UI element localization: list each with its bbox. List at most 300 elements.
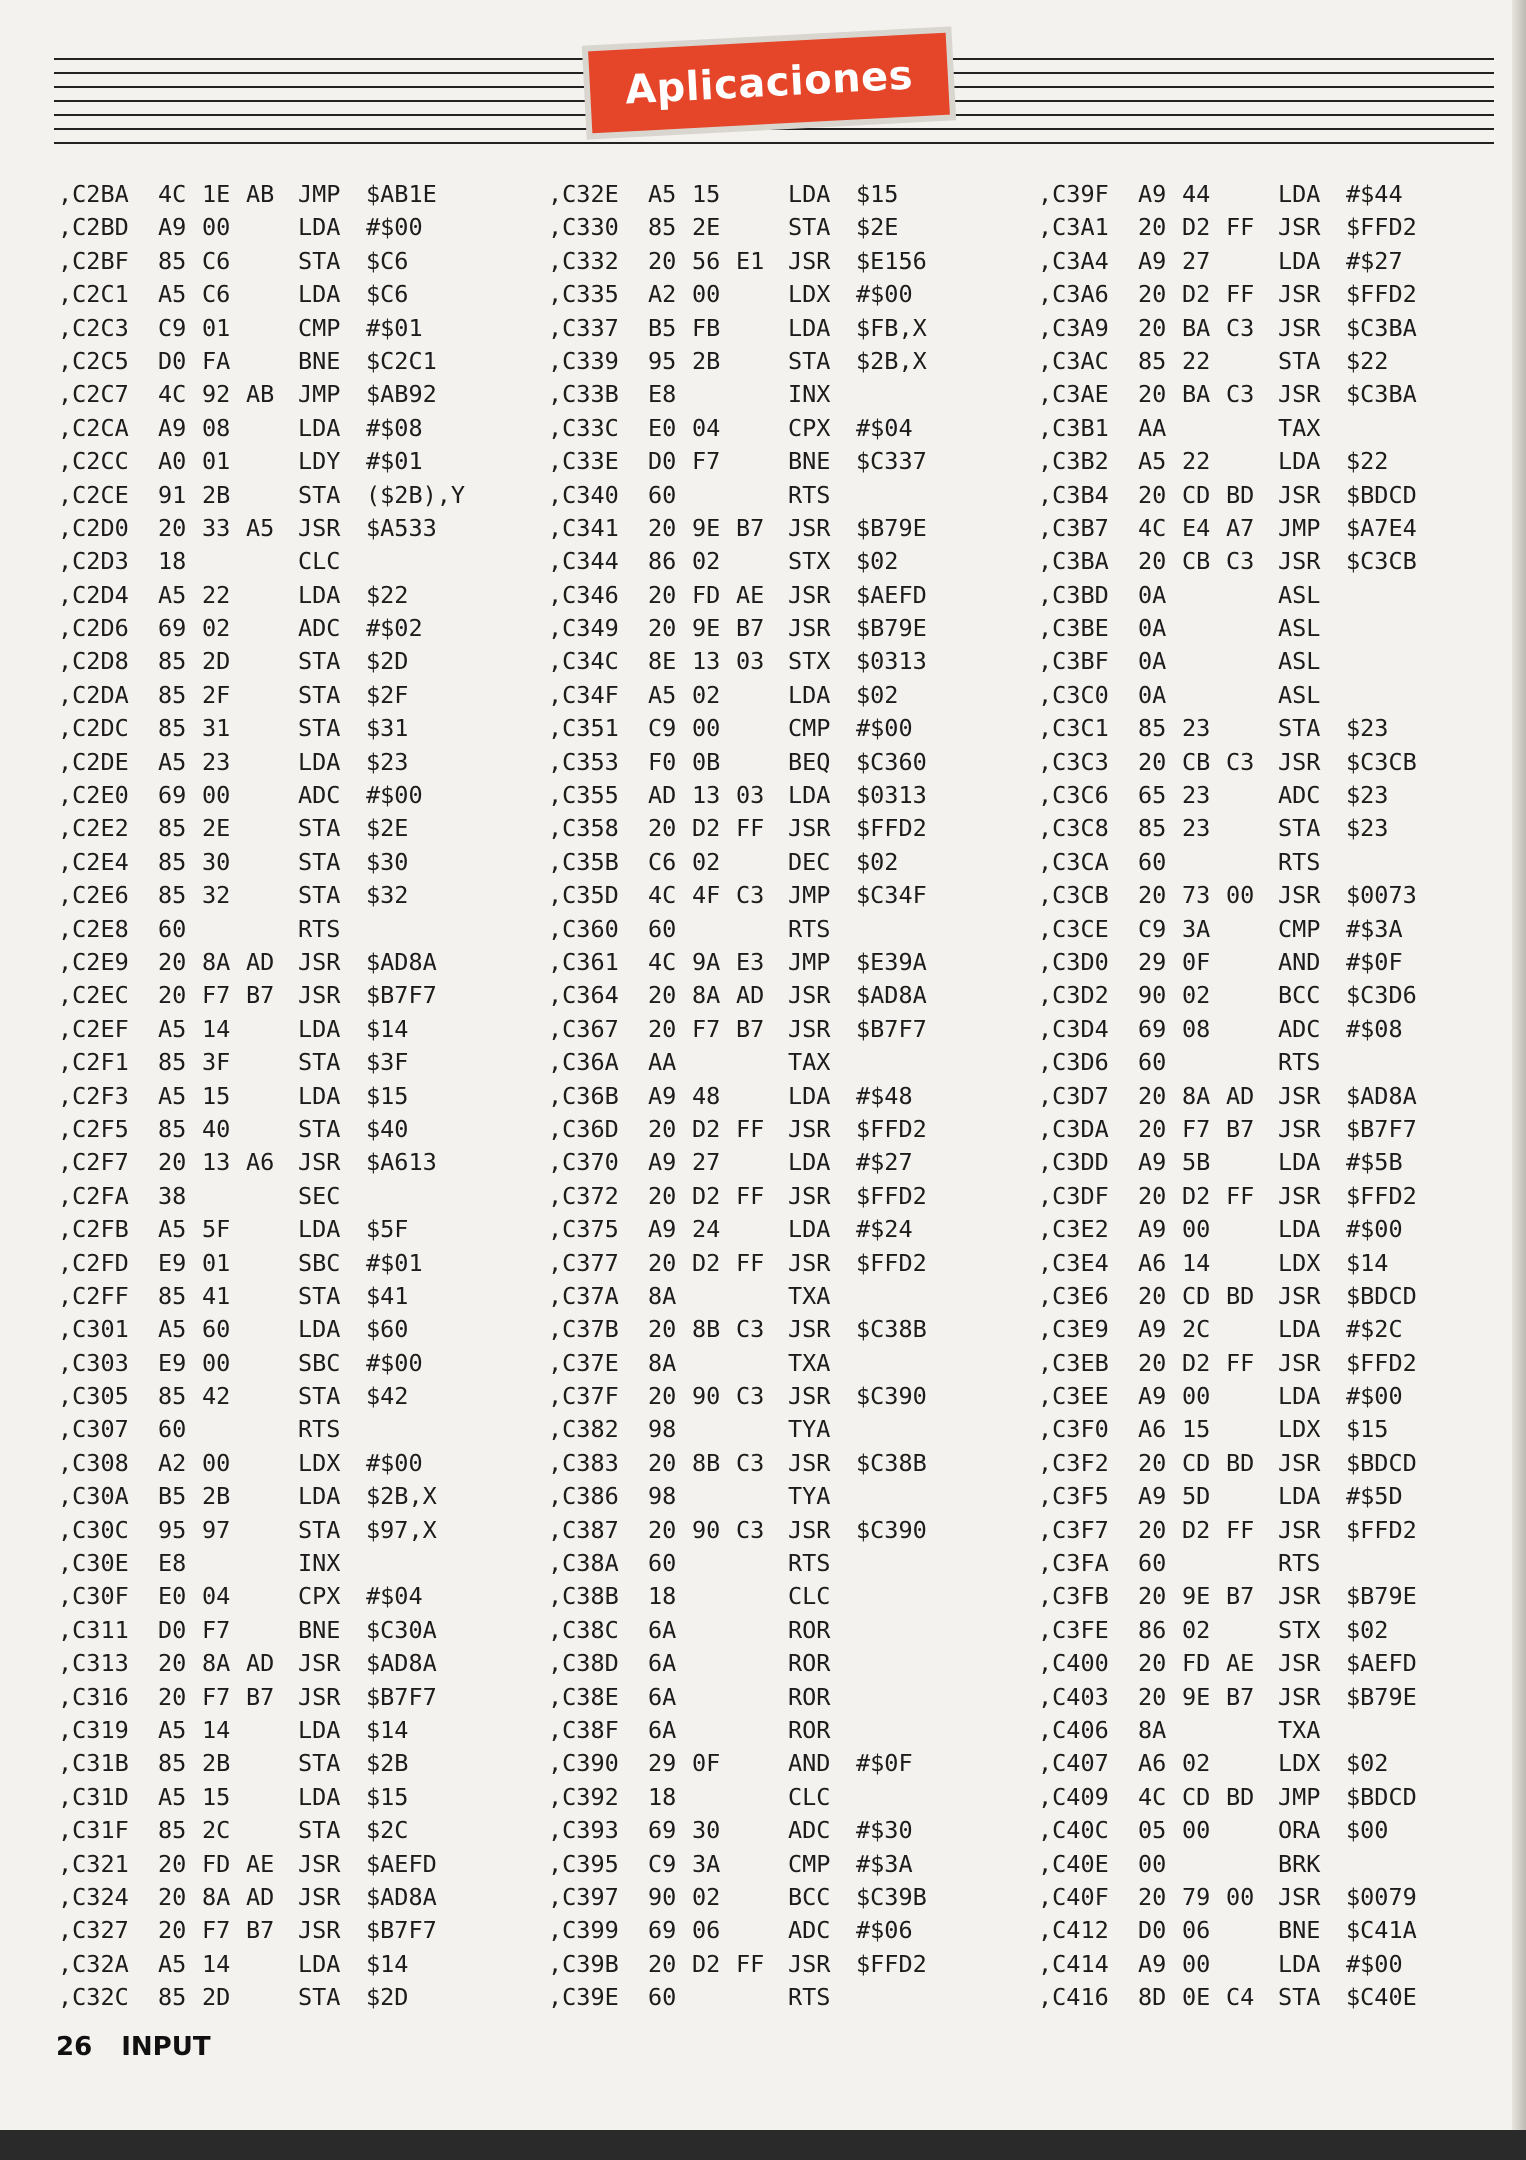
address: ,C360 — [548, 914, 619, 943]
byte-1: 60 — [1138, 1048, 1167, 1077]
mnemonic: RTS — [1278, 1549, 1321, 1578]
byte-1: 20 — [1138, 747, 1167, 776]
code-line — [1038, 946, 1506, 979]
mnemonic: JSR — [1278, 1448, 1321, 1477]
mnemonic: ADC — [1278, 781, 1321, 810]
mnemonic: CMP — [1278, 914, 1321, 943]
byte-1: 4C — [1138, 1782, 1167, 1811]
operand: $2E — [856, 213, 899, 242]
operand: $97,X — [366, 1515, 437, 1544]
mnemonic: ROR — [788, 1682, 831, 1711]
operand — [1346, 1046, 1506, 1079]
byte-3 — [246, 1013, 298, 1046]
mnemonic: LDA — [298, 580, 341, 609]
code-line — [1038, 1714, 1506, 1747]
code-line — [548, 779, 1016, 812]
address: ,C2E4 — [58, 847, 129, 876]
byte-2: 01 — [202, 1248, 231, 1277]
byte-3: FF — [1226, 1515, 1255, 1544]
operand — [856, 479, 1016, 512]
byte-3: B7 — [1226, 1114, 1255, 1143]
address: ,C39F — [1038, 180, 1109, 208]
operand: $AD8A — [366, 1649, 437, 1678]
code-line — [548, 579, 1016, 612]
code-line — [1038, 712, 1506, 745]
mnemonic: JSR — [788, 981, 831, 1010]
code-line — [58, 178, 526, 211]
byte-3 — [736, 1781, 788, 1814]
address: ,C301 — [58, 1315, 129, 1344]
byte-2 — [692, 1614, 736, 1647]
byte-1: 60 — [1138, 1549, 1167, 1578]
byte-2: 48 — [692, 1081, 721, 1110]
code-line — [548, 1614, 1016, 1647]
code-line — [58, 1013, 526, 1046]
byte-3 — [246, 1447, 298, 1480]
byte-2: 27 — [692, 1148, 721, 1177]
operand — [856, 1647, 1016, 1680]
mnemonic: LDY — [298, 447, 341, 476]
byte-3 — [246, 1814, 298, 1847]
code-line — [548, 1848, 1016, 1881]
code-line — [548, 645, 1016, 678]
byte-3 — [1226, 245, 1278, 278]
byte-2 — [692, 1480, 736, 1513]
byte-3: B7 — [246, 1682, 275, 1711]
mnemonic: ASL — [1278, 614, 1321, 643]
byte-2: D2 — [692, 1114, 721, 1143]
address: ,C3FB — [1038, 1582, 1109, 1611]
byte-3 — [736, 412, 788, 445]
code-line — [1038, 1180, 1506, 1213]
address: ,C370 — [548, 1148, 619, 1177]
byte-3: FF — [1226, 1181, 1255, 1210]
code-line — [548, 345, 1016, 378]
operand: $C390 — [856, 1382, 927, 1411]
code-line — [1038, 645, 1506, 678]
operand: $14 — [366, 1949, 409, 1978]
operand: $A7E4 — [1346, 513, 1417, 542]
address: ,C2D4 — [58, 580, 129, 609]
byte-1: 20 — [1138, 480, 1167, 509]
code-line — [1038, 1914, 1506, 1947]
address: ,C31B — [58, 1749, 129, 1778]
byte-2: 02 — [1182, 981, 1211, 1010]
code-line — [548, 1347, 1016, 1380]
address: ,C32C — [58, 1983, 129, 2012]
byte-3 — [1226, 812, 1278, 845]
mnemonic: BCC — [788, 1882, 831, 1911]
byte-2: FB — [692, 313, 721, 342]
code-line — [548, 278, 1016, 311]
operand — [1346, 645, 1506, 678]
byte-3: 03 — [736, 781, 765, 810]
byte-1: 60 — [1138, 847, 1167, 876]
operand: #$08 — [366, 413, 423, 442]
byte-1: A5 — [158, 1715, 187, 1744]
mnemonic: LDA — [788, 313, 831, 342]
byte-2: 00 — [202, 213, 231, 242]
code-line — [58, 1781, 526, 1814]
byte-3 — [736, 1580, 788, 1613]
mnemonic: STA — [298, 680, 341, 709]
address: ,C3DF — [1038, 1181, 1109, 1210]
byte-2 — [202, 1180, 246, 1213]
address: ,C416 — [1038, 1983, 1109, 2012]
byte-1: 85 — [158, 814, 187, 843]
code-line — [1038, 1948, 1506, 1981]
byte-2: 2F — [202, 680, 231, 709]
byte-3 — [736, 1881, 788, 1914]
page-footer — [56, 2032, 231, 2062]
code-line — [1038, 1547, 1506, 1580]
byte-3 — [246, 445, 298, 478]
byte-1: 85 — [158, 680, 187, 709]
address: ,C40C — [1038, 1816, 1109, 1845]
address: ,C38D — [548, 1649, 619, 1678]
address: ,C3A9 — [1038, 313, 1109, 342]
byte-1: 69 — [1138, 1014, 1167, 1043]
byte-2: 06 — [692, 1916, 721, 1945]
byte-2: FD — [692, 580, 721, 609]
byte-1: 85 — [158, 1382, 187, 1411]
byte-1: 85 — [158, 1048, 187, 1077]
address: ,C319 — [58, 1715, 129, 1744]
operand: $40 — [366, 1114, 409, 1143]
operand: $3F — [366, 1048, 409, 1077]
byte-1: 85 — [158, 647, 187, 676]
byte-3 — [1226, 679, 1278, 712]
address: ,C2DC — [58, 714, 129, 743]
byte-3 — [736, 1647, 788, 1680]
address: ,C3AC — [1038, 346, 1109, 375]
byte-3 — [1226, 1914, 1278, 1947]
operand — [856, 1347, 1016, 1380]
byte-3: AB — [246, 380, 275, 409]
section-title: Aplicaciones — [623, 52, 915, 114]
code-line — [1038, 812, 1506, 845]
operand: $FFD2 — [856, 1181, 927, 1210]
address: ,C346 — [548, 580, 619, 609]
code-line — [1038, 846, 1506, 879]
mnemonic: JMP — [298, 180, 341, 208]
mnemonic: INX — [788, 380, 831, 409]
address: ,C349 — [548, 614, 619, 643]
byte-3 — [246, 1981, 298, 2014]
code-line — [1038, 1280, 1506, 1313]
mnemonic: LDA — [788, 781, 831, 810]
address: ,C3EE — [1038, 1382, 1109, 1411]
mnemonic: JSR — [298, 1682, 341, 1711]
address: ,C3B2 — [1038, 447, 1109, 476]
operand: #$00 — [1346, 1949, 1403, 1978]
mnemonic: JSR — [788, 614, 831, 643]
byte-1: B5 — [158, 1482, 187, 1511]
mnemonic: LDA — [298, 1782, 341, 1811]
mnemonic: SBC — [298, 1248, 341, 1277]
mnemonic: LDA — [1278, 1148, 1321, 1177]
address: ,C313 — [58, 1649, 129, 1678]
byte-1: AA — [648, 1048, 677, 1077]
byte-3 — [246, 1380, 298, 1413]
byte-3 — [246, 1781, 298, 1814]
byte-2: 02 — [692, 680, 721, 709]
address: ,C3EB — [1038, 1348, 1109, 1377]
byte-3: A6 — [246, 1148, 275, 1177]
address: ,C303 — [58, 1348, 129, 1377]
operand: $FFD2 — [1346, 213, 1417, 242]
operand: $BDCD — [1346, 480, 1417, 509]
byte-2: 00 — [1182, 1215, 1211, 1244]
byte-1: A5 — [158, 747, 187, 776]
operand: $C34F — [856, 881, 927, 910]
operand: $FFD2 — [856, 814, 927, 843]
byte-3 — [736, 312, 788, 345]
byte-3 — [736, 1480, 788, 1513]
byte-3 — [736, 211, 788, 244]
byte-1: E0 — [158, 1582, 187, 1611]
byte-2: 30 — [202, 847, 231, 876]
address: ,C2C3 — [58, 313, 129, 342]
operand: $B79E — [1346, 1682, 1417, 1711]
code-line — [58, 1447, 526, 1480]
mnemonic: STA — [298, 814, 341, 843]
byte-1: AD — [648, 781, 677, 810]
byte-3: 00 — [1226, 1882, 1255, 1911]
code-line — [58, 1848, 526, 1881]
byte-3: B7 — [736, 513, 765, 542]
operand: $E156 — [856, 246, 927, 275]
address: ,C32A — [58, 1949, 129, 1978]
operand — [366, 1180, 526, 1213]
byte-2: 08 — [202, 413, 231, 442]
code-line — [1038, 1681, 1506, 1714]
byte-1: 85 — [158, 1281, 187, 1310]
byte-1: A5 — [158, 1081, 187, 1110]
code-line — [58, 1514, 526, 1547]
operand: $AEFD — [856, 580, 927, 609]
code-line — [58, 1146, 526, 1179]
address: ,C3D0 — [1038, 947, 1109, 976]
address: ,C308 — [58, 1448, 129, 1477]
byte-1: E8 — [648, 380, 677, 409]
address: ,C3D7 — [1038, 1081, 1109, 1110]
operand: $FFD2 — [1346, 1515, 1417, 1544]
code-line — [548, 946, 1016, 979]
byte-1: 20 — [1138, 1348, 1167, 1377]
address: ,C3C0 — [1038, 680, 1109, 709]
byte-3 — [736, 1914, 788, 1947]
code-line — [58, 245, 526, 278]
operand: $41 — [366, 1281, 409, 1310]
byte-1: A5 — [158, 1782, 187, 1811]
code-line — [548, 445, 1016, 478]
code-line — [548, 913, 1016, 946]
byte-3 — [246, 1948, 298, 1981]
operand: $FB,X — [856, 313, 927, 342]
operand: $2D — [366, 647, 409, 676]
operand: $A613 — [366, 1148, 437, 1177]
mnemonic: BCC — [1278, 981, 1321, 1010]
mnemonic: SEC — [298, 1181, 341, 1210]
byte-1: B5 — [648, 313, 677, 342]
code-line — [58, 679, 526, 712]
code-line — [58, 846, 526, 879]
operand: $23 — [1346, 781, 1389, 810]
address: ,C35D — [548, 881, 619, 910]
address: ,C2E9 — [58, 947, 129, 976]
address: ,C324 — [58, 1882, 129, 1911]
address: ,C3F2 — [1038, 1448, 1109, 1477]
address: ,C3BD — [1038, 580, 1109, 609]
address: ,C393 — [548, 1816, 619, 1845]
byte-1: 95 — [158, 1515, 187, 1544]
operand — [856, 913, 1016, 946]
byte-3 — [246, 1313, 298, 1346]
byte-3: AD — [1226, 1081, 1255, 1110]
code-line — [1038, 1781, 1506, 1814]
mnemonic: TXA — [788, 1348, 831, 1377]
operand: $B79E — [856, 614, 927, 643]
code-line — [1038, 1080, 1506, 1113]
operand: #$06 — [856, 1916, 913, 1945]
address: ,C321 — [58, 1849, 129, 1878]
code-line — [1038, 1347, 1506, 1380]
operand: $42 — [366, 1382, 409, 1411]
byte-3 — [736, 913, 788, 946]
mnemonic: TXA — [788, 1281, 831, 1310]
byte-1: 20 — [158, 981, 187, 1010]
address: ,C38E — [548, 1682, 619, 1711]
operand: $BDCD — [1346, 1782, 1417, 1811]
byte-2: CD — [1182, 480, 1211, 509]
byte-2: 14 — [202, 1949, 231, 1978]
byte-1: A9 — [1138, 1949, 1167, 1978]
byte-1: A9 — [1138, 1382, 1167, 1411]
byte-2: 2E — [202, 814, 231, 843]
mnemonic: ADC — [788, 1916, 831, 1945]
byte-1: 85 — [1138, 814, 1167, 843]
byte-1: 85 — [648, 213, 677, 242]
byte-3: AD — [246, 1649, 275, 1678]
operand: $0079 — [1346, 1882, 1417, 1911]
mnemonic: JSR — [1278, 747, 1321, 776]
byte-1: 20 — [1138, 1582, 1167, 1611]
operand: $AEFD — [366, 1849, 437, 1878]
address: ,C2F1 — [58, 1048, 129, 1077]
code-line — [548, 1781, 1016, 1814]
byte-3: C3 — [736, 1382, 765, 1411]
byte-1: A5 — [1138, 447, 1167, 476]
byte-2: 0B — [692, 747, 721, 776]
operand: #$44 — [1346, 180, 1403, 208]
byte-3: B7 — [1226, 1582, 1255, 1611]
address: ,C2F3 — [58, 1081, 129, 1110]
code-line — [548, 1547, 1016, 1580]
mnemonic: STA — [298, 847, 341, 876]
operand: #$01 — [366, 313, 423, 342]
byte-2: F7 — [692, 447, 721, 476]
address: ,C395 — [548, 1849, 619, 1878]
address: ,C339 — [548, 346, 619, 375]
byte-1: 98 — [648, 1482, 677, 1511]
code-line — [58, 913, 526, 946]
byte-1: 8A — [1138, 1715, 1167, 1744]
byte-1: A5 — [648, 180, 677, 208]
byte-1: 0A — [1138, 647, 1167, 676]
byte-2: BA — [1182, 313, 1211, 342]
byte-3 — [246, 645, 298, 678]
operand: $23 — [366, 747, 409, 776]
operand: #$00 — [856, 714, 913, 743]
mnemonic: JSR — [298, 981, 341, 1010]
address: ,C30E — [58, 1549, 129, 1578]
code-line — [1038, 1046, 1506, 1079]
code-line — [1038, 1313, 1506, 1346]
byte-2: 02 — [1182, 1749, 1211, 1778]
byte-1: 20 — [1138, 1649, 1167, 1678]
byte-2: D2 — [1182, 280, 1211, 309]
byte-2 — [692, 1280, 736, 1313]
byte-2: 13 — [692, 781, 721, 810]
address: ,C3F5 — [1038, 1482, 1109, 1511]
byte-2: 31 — [202, 714, 231, 743]
byte-3 — [736, 679, 788, 712]
byte-1: D0 — [648, 447, 677, 476]
address: ,C2E0 — [58, 781, 129, 810]
operand: $02 — [856, 847, 899, 876]
byte-2 — [692, 378, 736, 411]
operand: $22 — [1346, 346, 1389, 375]
mnemonic: LDA — [788, 180, 831, 208]
code-line — [58, 579, 526, 612]
address: ,C3B1 — [1038, 413, 1109, 442]
code-line — [1038, 1981, 1506, 2014]
byte-2 — [692, 1781, 736, 1814]
code-line — [58, 879, 526, 912]
byte-1: 05 — [1138, 1816, 1167, 1845]
byte-3 — [246, 1046, 298, 1079]
byte-2: D2 — [1182, 1348, 1211, 1377]
byte-3 — [246, 312, 298, 345]
address: ,C2BA — [58, 180, 129, 208]
mnemonic: LDA — [1278, 180, 1321, 208]
operand: #$0F — [1346, 947, 1403, 976]
mnemonic: LDA — [298, 1482, 341, 1511]
byte-2: D2 — [692, 1248, 721, 1277]
byte-2: 97 — [202, 1515, 231, 1544]
byte-1: 20 — [648, 246, 677, 275]
code-line — [548, 1213, 1016, 1246]
operand: $C3BA — [1346, 380, 1417, 409]
operand: #$00 — [366, 1448, 423, 1477]
mnemonic: ADC — [298, 781, 341, 810]
operand: $15 — [366, 1782, 409, 1811]
operand: #$5D — [1346, 1482, 1403, 1511]
mnemonic: LDX — [788, 280, 831, 309]
address: ,C37A — [548, 1281, 619, 1310]
address: ,C34F — [548, 680, 619, 709]
byte-2: 8A — [202, 947, 231, 976]
mnemonic: JSR — [1278, 1181, 1321, 1210]
code-line — [548, 545, 1016, 578]
mnemonic: BRK — [1278, 1849, 1321, 1878]
byte-2: 2D — [202, 647, 231, 676]
mnemonic: JSR — [788, 1014, 831, 1043]
operand: $B7F7 — [1346, 1114, 1417, 1143]
mnemonic: BNE — [298, 346, 341, 375]
code-line — [548, 1380, 1016, 1413]
